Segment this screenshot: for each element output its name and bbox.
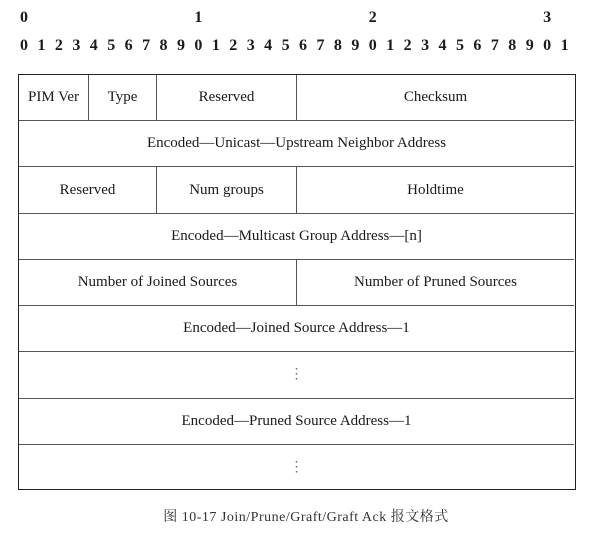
packet-field-label: Number of Pruned Sources — [354, 273, 517, 290]
bit-ruler-unit-label: 4 — [438, 37, 447, 54]
packet-field-label: Encoded—Joined Source Address—1 — [183, 320, 410, 337]
packet-field — [297, 260, 574, 306]
packet-field-label: Reserved — [198, 89, 255, 106]
packet-field — [19, 260, 297, 306]
table-row-ellipsis — [19, 445, 574, 491]
bit-ruler-tens-label: 1 — [194, 9, 203, 26]
bit-ruler-unit-label: 3 — [72, 37, 81, 54]
bit-ruler-unit-label: 2 — [229, 37, 238, 54]
packet-field — [19, 167, 157, 213]
vertical-ellipsis: ⋮ — [289, 459, 304, 475]
bit-ruler-unit-label: 6 — [124, 37, 133, 54]
packet-field-label: Checksum — [403, 89, 468, 106]
bit-ruler-tens — [0, 8, 612, 28]
bit-ruler-unit-label: 0 — [194, 37, 203, 54]
packet-field — [19, 121, 574, 167]
bit-ruler-unit-label: 9 — [176, 37, 185, 54]
packet-field — [19, 214, 574, 260]
packet-field-label: Number of Joined Sources — [77, 273, 238, 290]
bit-ruler-unit-label: 3 — [421, 37, 430, 54]
packet-field — [297, 75, 574, 121]
bit-ruler-unit-label: 7 — [490, 37, 499, 54]
bit-ruler-unit-label: 1 — [560, 37, 569, 54]
packet-field — [157, 167, 297, 213]
bit-ruler-unit-label: 8 — [333, 37, 342, 54]
bit-ruler-unit-label: 1 — [386, 37, 395, 54]
bit-ruler-unit-label: 0 — [20, 37, 28, 54]
bit-ruler-unit-label: 7 — [142, 37, 151, 54]
packet-field-label: Encoded—Unicast—Upstream Neighbor Address — [146, 135, 447, 152]
figure-caption: 图 10-17 Join/Prune/Graft/Graft Ack 报文格式 — [163, 510, 449, 525]
packet-field — [19, 399, 574, 445]
packet-field — [89, 75, 157, 121]
bit-ruler-tens-label: 3 — [543, 9, 552, 26]
packet-field-label: Num groups — [189, 181, 264, 198]
bit-ruler-unit-label: 2 — [54, 37, 63, 54]
bit-ruler-unit-label: 1 — [211, 37, 220, 54]
packet-field — [297, 167, 574, 213]
packet-field-label: Encoded—Pruned Source Address—1 — [181, 412, 412, 429]
bit-ruler-unit-label: 7 — [316, 37, 325, 54]
bit-ruler-tens-label: 2 — [368, 9, 377, 26]
packet-field-label: Holdtime — [407, 181, 464, 198]
bit-ruler-unit-label: 0 — [543, 37, 552, 54]
bit-ruler-unit-label: 5 — [455, 37, 464, 54]
vertical-ellipsis: ⋮ — [289, 366, 304, 382]
packet-field-label: Type — [107, 89, 138, 106]
bit-ruler-unit-label: 1 — [37, 37, 46, 54]
bit-ruler-unit-label: 5 — [281, 37, 290, 54]
bit-ruler-tens-label: 0 — [20, 9, 28, 26]
packet-field — [19, 75, 89, 121]
bit-ruler-unit-label: 2 — [403, 37, 412, 54]
bit-ruler-units — [0, 36, 612, 56]
bit-ruler-unit-label: 4 — [264, 37, 273, 54]
bit-ruler-unit-label: 9 — [525, 37, 534, 54]
packet-format-table — [18, 74, 576, 490]
bit-ruler-unit-label: 6 — [473, 37, 482, 54]
bit-ruler-unit-label: 0 — [368, 37, 377, 54]
table-row-ellipsis — [19, 352, 574, 398]
packet-field — [19, 306, 574, 352]
bit-ruler-unit-label: 8 — [508, 37, 517, 54]
packet-field-label: PIM Ver — [28, 89, 79, 106]
bit-ruler-unit-label: 6 — [299, 37, 307, 54]
bit-ruler-unit-label: 5 — [107, 37, 116, 54]
bit-ruler-unit-label: 9 — [351, 37, 360, 54]
bit-ruler-unit-label: 3 — [246, 37, 255, 54]
packet-field-label: Reserved — [59, 181, 116, 198]
bit-ruler-unit-label: 8 — [159, 37, 168, 54]
packet-field — [157, 75, 297, 121]
bit-ruler-unit-label: 4 — [89, 37, 98, 54]
packet-field-label: Encoded—Multicast Group Address—[n] — [171, 227, 422, 244]
